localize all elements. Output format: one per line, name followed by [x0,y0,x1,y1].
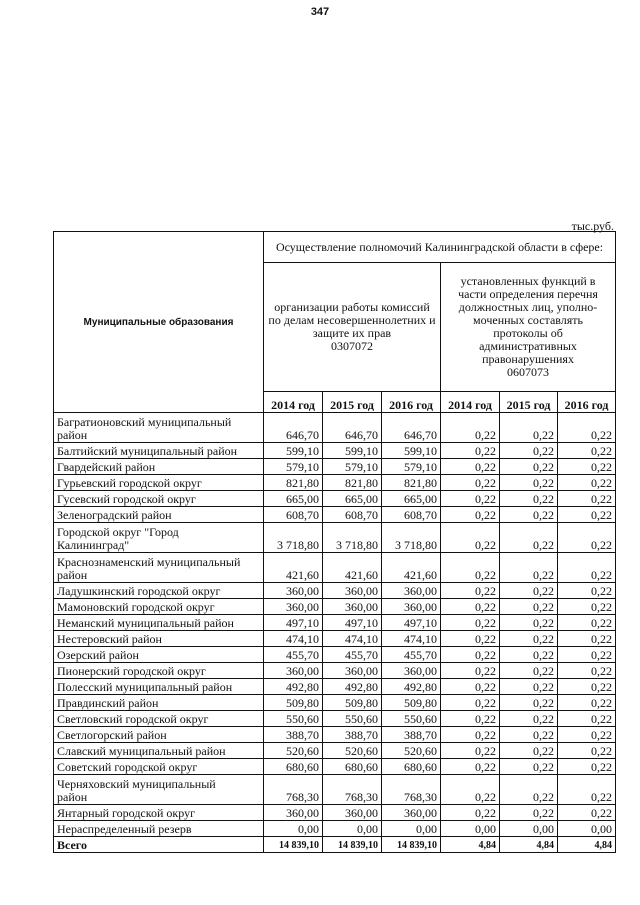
value-cell: 0,22 [558,805,616,821]
municipality-name: Балтийский муниципальный район [54,443,264,459]
value-cell: 0,22 [500,553,558,583]
value-cell: 665,00 [323,491,382,507]
value-cell: 360,00 [323,583,382,599]
value-cell: 497,10 [323,615,382,631]
value-cell: 0,22 [558,711,616,727]
value-cell: 0,22 [558,459,616,475]
municipality-name: Гусевский городской округ [54,491,264,507]
value-cell: 646,70 [382,413,441,443]
municipality-name: Славский муниципальный район [54,743,264,759]
value-cell: 0,22 [500,647,558,663]
value-cell: 646,70 [264,413,323,443]
value-cell: 360,00 [264,583,323,599]
value-cell: 0,22 [500,615,558,631]
value-cell: 0,22 [441,443,500,459]
municipality-name: Правдинский район [54,695,264,711]
municipality-name: Ладушкинский городской округ [54,583,264,599]
value-cell: 3 718,80 [264,523,323,553]
value-cell: 360,00 [264,599,323,615]
table-body [54,413,616,853]
value-cell: 821,80 [264,475,323,491]
table-row [54,647,616,663]
value-cell: 0,22 [500,413,558,443]
table-row [54,679,616,695]
value-cell: 492,80 [323,679,382,695]
value-cell: 0,22 [441,679,500,695]
municipality-name: Нестеровский район [54,631,264,647]
total-value-cell: 14 839,10 [382,837,441,853]
value-cell: 360,00 [382,599,441,615]
value-cell: 388,70 [323,727,382,743]
value-cell: 550,60 [382,711,441,727]
table-row [54,523,616,553]
total-label: Всего [54,837,264,853]
value-cell: 520,60 [323,743,382,759]
header-group-commissions: организации работы комиссий по делам несовершеннолетних и защите их прав 0307072 [264,263,441,392]
value-cell: 3 718,80 [382,523,441,553]
municipality-name: Городской округ "Город Калининград" [54,523,264,553]
value-cell: 0,22 [558,759,616,775]
value-cell: 0,22 [558,507,616,523]
table-row [54,663,616,679]
municipality-name: Янтарный городской округ [54,805,264,821]
value-cell: 474,10 [323,631,382,647]
header-municipalities: Муниципальные образования [54,232,264,413]
value-cell: 360,00 [382,805,441,821]
table-row [54,711,616,727]
value-cell: 646,70 [323,413,382,443]
value-cell: 0,22 [558,553,616,583]
value-cell: 599,10 [264,443,323,459]
value-cell: 0,22 [441,805,500,821]
value-cell: 455,70 [264,647,323,663]
value-cell: 388,70 [264,727,323,743]
value-cell: 0,22 [441,695,500,711]
value-cell: 0,22 [441,413,500,443]
value-cell: 455,70 [382,647,441,663]
value-cell: 680,60 [323,759,382,775]
table-row [54,695,616,711]
value-cell: 0,22 [500,507,558,523]
value-cell: 520,60 [264,743,323,759]
table-row [54,631,616,647]
value-cell: 0,00 [382,821,441,837]
value-cell: 0,22 [500,775,558,805]
value-cell: 0,22 [558,475,616,491]
value-cell: 550,60 [264,711,323,727]
table-row [54,615,616,631]
value-cell: 821,80 [323,475,382,491]
value-cell: 0,22 [500,695,558,711]
value-cell: 550,60 [323,711,382,727]
table-row [54,805,616,821]
value-cell: 0,22 [500,743,558,759]
value-cell: 0,22 [500,805,558,821]
value-cell: 0,22 [558,727,616,743]
table-row [54,727,616,743]
municipality-name: Советский городской округ [54,759,264,775]
year-header: 2014 год [264,392,323,413]
value-cell: 821,80 [382,475,441,491]
value-cell: 0,00 [441,821,500,837]
value-cell: 608,70 [382,507,441,523]
value-cell: 0,22 [558,647,616,663]
total-value-cell: 4,84 [500,837,558,853]
value-cell: 0,22 [558,583,616,599]
value-cell: 0,22 [441,727,500,743]
value-cell: 0,22 [500,599,558,615]
value-cell: 0,00 [323,821,382,837]
table-row [54,775,616,805]
value-cell: 0,22 [441,615,500,631]
value-cell: 768,30 [264,775,323,805]
value-cell: 0,22 [558,775,616,805]
value-cell: 608,70 [264,507,323,523]
municipality-name: Гвардейский район [54,459,264,475]
value-cell: 497,10 [264,615,323,631]
value-cell: 0,00 [500,821,558,837]
total-value-cell: 4,84 [441,837,500,853]
table-row [54,553,616,583]
municipality-name: Пионерский городской округ [54,663,264,679]
value-cell: 0,22 [441,523,500,553]
year-header: 2016 год [558,392,616,413]
total-value-cell: 4,84 [558,837,616,853]
total-value-cell: 14 839,10 [323,837,382,853]
value-cell: 360,00 [323,805,382,821]
table-row [54,475,616,491]
value-cell: 0,22 [500,491,558,507]
municipality-name: Светловский городской округ [54,711,264,727]
value-cell: 0,22 [500,475,558,491]
value-cell: 360,00 [264,805,323,821]
table-row [54,443,616,459]
value-cell: 0,22 [500,711,558,727]
header-main: Осуществление полномочий Калининградской области в сфере: [264,232,616,263]
value-cell: 0,22 [500,759,558,775]
municipality-name: Краснознаменский муниципальный район [54,553,264,583]
municipality-name: Черняховский муниципальный район [54,775,264,805]
municipality-name: Светлогорский район [54,727,264,743]
value-cell: 360,00 [382,583,441,599]
value-cell: 474,10 [264,631,323,647]
value-cell: 0,22 [441,507,500,523]
value-cell: 599,10 [382,443,441,459]
year-header: 2015 год [500,392,558,413]
budget-table [53,231,616,853]
value-cell: 680,60 [382,759,441,775]
value-cell: 0,22 [441,663,500,679]
year-header: 2014 год [441,392,500,413]
total-row [54,837,616,853]
value-cell: 3 718,80 [323,523,382,553]
municipality-name: Нераспределенный резерв [54,821,264,837]
value-cell: 421,60 [382,553,441,583]
value-cell: 0,22 [441,631,500,647]
value-cell: 0,22 [500,459,558,475]
value-cell: 0,22 [558,523,616,553]
value-cell: 0,22 [441,583,500,599]
value-cell: 0,22 [441,491,500,507]
value-cell: 579,10 [323,459,382,475]
municipality-name: Озерский район [54,647,264,663]
value-cell: 509,80 [323,695,382,711]
unit-label: тыс.руб. [571,219,614,233]
value-cell: 0,22 [558,491,616,507]
value-cell: 360,00 [382,663,441,679]
value-cell: 0,22 [441,743,500,759]
value-cell: 421,60 [264,553,323,583]
value-cell: 0,22 [558,631,616,647]
value-cell: 579,10 [382,459,441,475]
municipality-name: Гурьевский городской округ [54,475,264,491]
value-cell: 492,80 [264,679,323,695]
municipality-name: Неманский муниципальный район [54,615,264,631]
page-number: 347 [310,6,330,18]
value-cell: 0,22 [558,743,616,759]
table-row [54,743,616,759]
value-cell: 680,60 [264,759,323,775]
value-cell: 665,00 [264,491,323,507]
municipality-name: Багратионовский муниципальный район [54,413,264,443]
value-cell: 509,80 [382,695,441,711]
total-value-cell: 14 839,10 [264,837,323,853]
value-cell: 509,80 [264,695,323,711]
value-cell: 388,70 [382,727,441,743]
table-row [54,821,616,837]
value-cell: 0,22 [441,775,500,805]
year-header: 2016 год [382,392,441,413]
value-cell: 608,70 [323,507,382,523]
value-cell: 599,10 [323,443,382,459]
value-cell: 0,22 [500,631,558,647]
value-cell: 0,22 [558,695,616,711]
value-cell: 768,30 [382,775,441,805]
value-cell: 360,00 [323,599,382,615]
value-cell: 579,10 [264,459,323,475]
table-row [54,599,616,615]
value-cell: 492,80 [382,679,441,695]
value-cell: 665,00 [382,491,441,507]
value-cell: 0,22 [558,663,616,679]
value-cell: 0,22 [500,523,558,553]
value-cell: 497,10 [382,615,441,631]
value-cell: 520,60 [382,743,441,759]
value-cell: 0,22 [441,711,500,727]
value-cell: 0,22 [441,759,500,775]
year-header: 2015 год [323,392,382,413]
value-cell: 0,22 [558,443,616,459]
value-cell: 0,22 [441,599,500,615]
value-cell: 0,22 [500,679,558,695]
value-cell: 0,22 [441,647,500,663]
value-cell: 360,00 [264,663,323,679]
value-cell: 0,22 [558,679,616,695]
value-cell: 0,22 [441,475,500,491]
municipality-name: Зеленоградский район [54,507,264,523]
municipality-name: Мамоновский городской округ [54,599,264,615]
value-cell: 0,00 [558,821,616,837]
municipality-name: Полесский муниципальный район [54,679,264,695]
value-cell: 0,22 [441,553,500,583]
value-cell: 768,30 [323,775,382,805]
value-cell: 474,10 [382,631,441,647]
table-row [54,459,616,475]
table-row [54,413,616,443]
value-cell: 0,22 [500,583,558,599]
value-cell: 0,22 [500,727,558,743]
value-cell: 0,22 [558,615,616,631]
table-row [54,491,616,507]
table-row [54,583,616,599]
table-row [54,507,616,523]
header-group-protocols: установленных функций в части определения перечня должностных лиц, уполно- моченных составлять протоколы об административных правонарушениях 0607073 [441,263,616,392]
value-cell: 360,00 [323,663,382,679]
value-cell: 0,22 [500,663,558,679]
value-cell: 0,22 [558,413,616,443]
value-cell: 0,22 [441,459,500,475]
value-cell: 0,22 [558,599,616,615]
table-row [54,759,616,775]
value-cell: 421,60 [323,553,382,583]
value-cell: 0,22 [500,443,558,459]
value-cell: 0,00 [264,821,323,837]
value-cell: 455,70 [323,647,382,663]
